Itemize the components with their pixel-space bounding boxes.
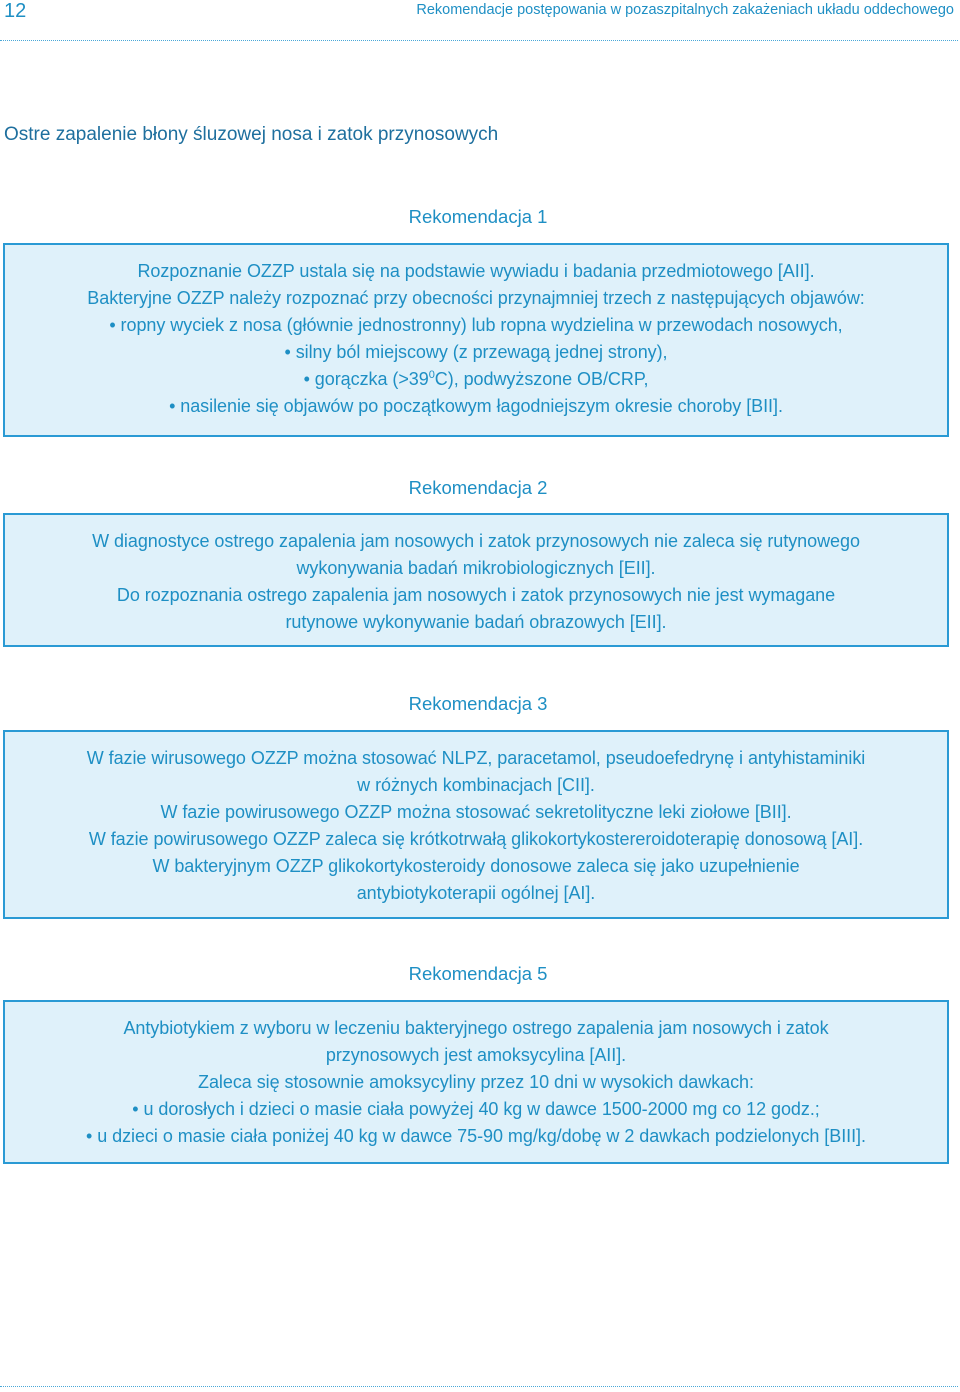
recommendation-5-bullet: • u dorosłych i dzieci o masie ciała powyżej 40 kg w dawce 1500-2000 mg co 12 godz.;	[132, 1099, 820, 1119]
recommendation-5-line: Zaleca się stosownie amoksycyliny przez 10 dni w wysokich dawkach:	[198, 1072, 754, 1092]
footer-divider	[0, 1386, 958, 1387]
recommendation-5-line: przynosowych jest amoksycylina [AII].	[325, 1045, 627, 1065]
recommendation-3-line: w różnych kombinacjach [CII].	[357, 775, 595, 795]
recommendation-3-box	[3, 730, 949, 919]
recommendation-3-line: W fazie wirusowego OZZP można stosować NLPZ, paracetamol, pseudoefedrynę i antyhistaminiki	[86, 748, 866, 768]
fever-text-tail: C), podwyższone OB/CRP,	[434, 369, 649, 389]
running-title: Rekomendacje postępowania w pozaszpitalnych zakażeniach układu oddechowego	[416, 2, 954, 18]
recommendation-5-box	[3, 1000, 949, 1164]
recommendation-1-heading: Rekomendacja 1	[408, 206, 548, 227]
recommendation-3-line: W bakteryjnym OZZP glikokortykosteroidy donosowe zaleca się jako uzupełnienie	[152, 856, 800, 876]
recommendation-5-heading: Rekomendacja 5	[408, 963, 548, 984]
degree-superscript: 0	[428, 369, 435, 381]
recommendation-2-line: Do rozpoznania ostrego zapalenia jam nosowych i zatok przynosowych nie jest wymagane	[116, 585, 836, 605]
recommendation-5-line: Antybiotykiem z wyboru w leczeniu bakteryjnego ostrego zapalenia jam nosowych i zatok	[123, 1018, 829, 1038]
recommendation-3-line: W fazie powirusowego OZZP można stosować sekretolityczne leki ziołowe [BII].	[160, 802, 792, 822]
fever-text: • gorączka (>39	[303, 369, 429, 389]
recommendation-1-bullet: • silny ból miejscowy (z przewagą jednej strony),	[284, 342, 668, 362]
recommendation-3-line: antybiotykoterapii ogólnej [AI].	[356, 883, 596, 903]
recommendation-2-box	[3, 513, 949, 647]
recommendation-2-heading: Rekomendacja 2	[408, 477, 548, 498]
recommendation-2-line: rutynowe wykonywanie badań obrazowych [EII].	[285, 612, 667, 632]
recommendation-3-line: W fazie powirusowego OZZP zaleca się krótkotrwałą glikokortykostereroidoterapię donosową [AI].	[88, 829, 864, 849]
recommendation-1-box	[3, 243, 949, 437]
page-number: 12	[4, 0, 27, 22]
recommendation-3-heading: Rekomendacja 3	[408, 693, 548, 714]
recommendation-1-line: Rozpoznanie OZZP ustala się na podstawie wywiadu i badania przedmiotowego [AII].	[137, 261, 815, 281]
recommendation-2-line: wykonywania badań mikrobiologicznych [EII].	[296, 558, 656, 578]
recommendation-2-line: W diagnostyce ostrego zapalenia jam nosowych i zatok przynosowych nie zaleca się rutynowego	[92, 531, 860, 551]
section-title: Ostre zapalenie błony śluzowej nosa i zatok przynosowych	[4, 124, 499, 145]
recommendation-1-line: Bakteryjne OZZP należy rozpoznać przy obecności przynajmniej trzech z następujących objawów:	[87, 288, 865, 308]
recommendation-1-bullet: • nasilenie się objawów po początkowym łagodniejszym okresie choroby [BII].	[169, 396, 783, 416]
recommendation-1-bullet: • ropny wyciek z nosa (głównie jednostronny) lub ropna wydzielina w przewodach nosowych,	[109, 315, 843, 335]
header-divider	[0, 40, 958, 41]
recommendation-1-bullet	[5, 369, 947, 390]
recommendation-5-bullet: • u dzieci o masie ciała poniżej 40 kg w dawce 75-90 mg/kg/dobę w 2 dawkach podzielonych [BIII].	[86, 1126, 866, 1146]
